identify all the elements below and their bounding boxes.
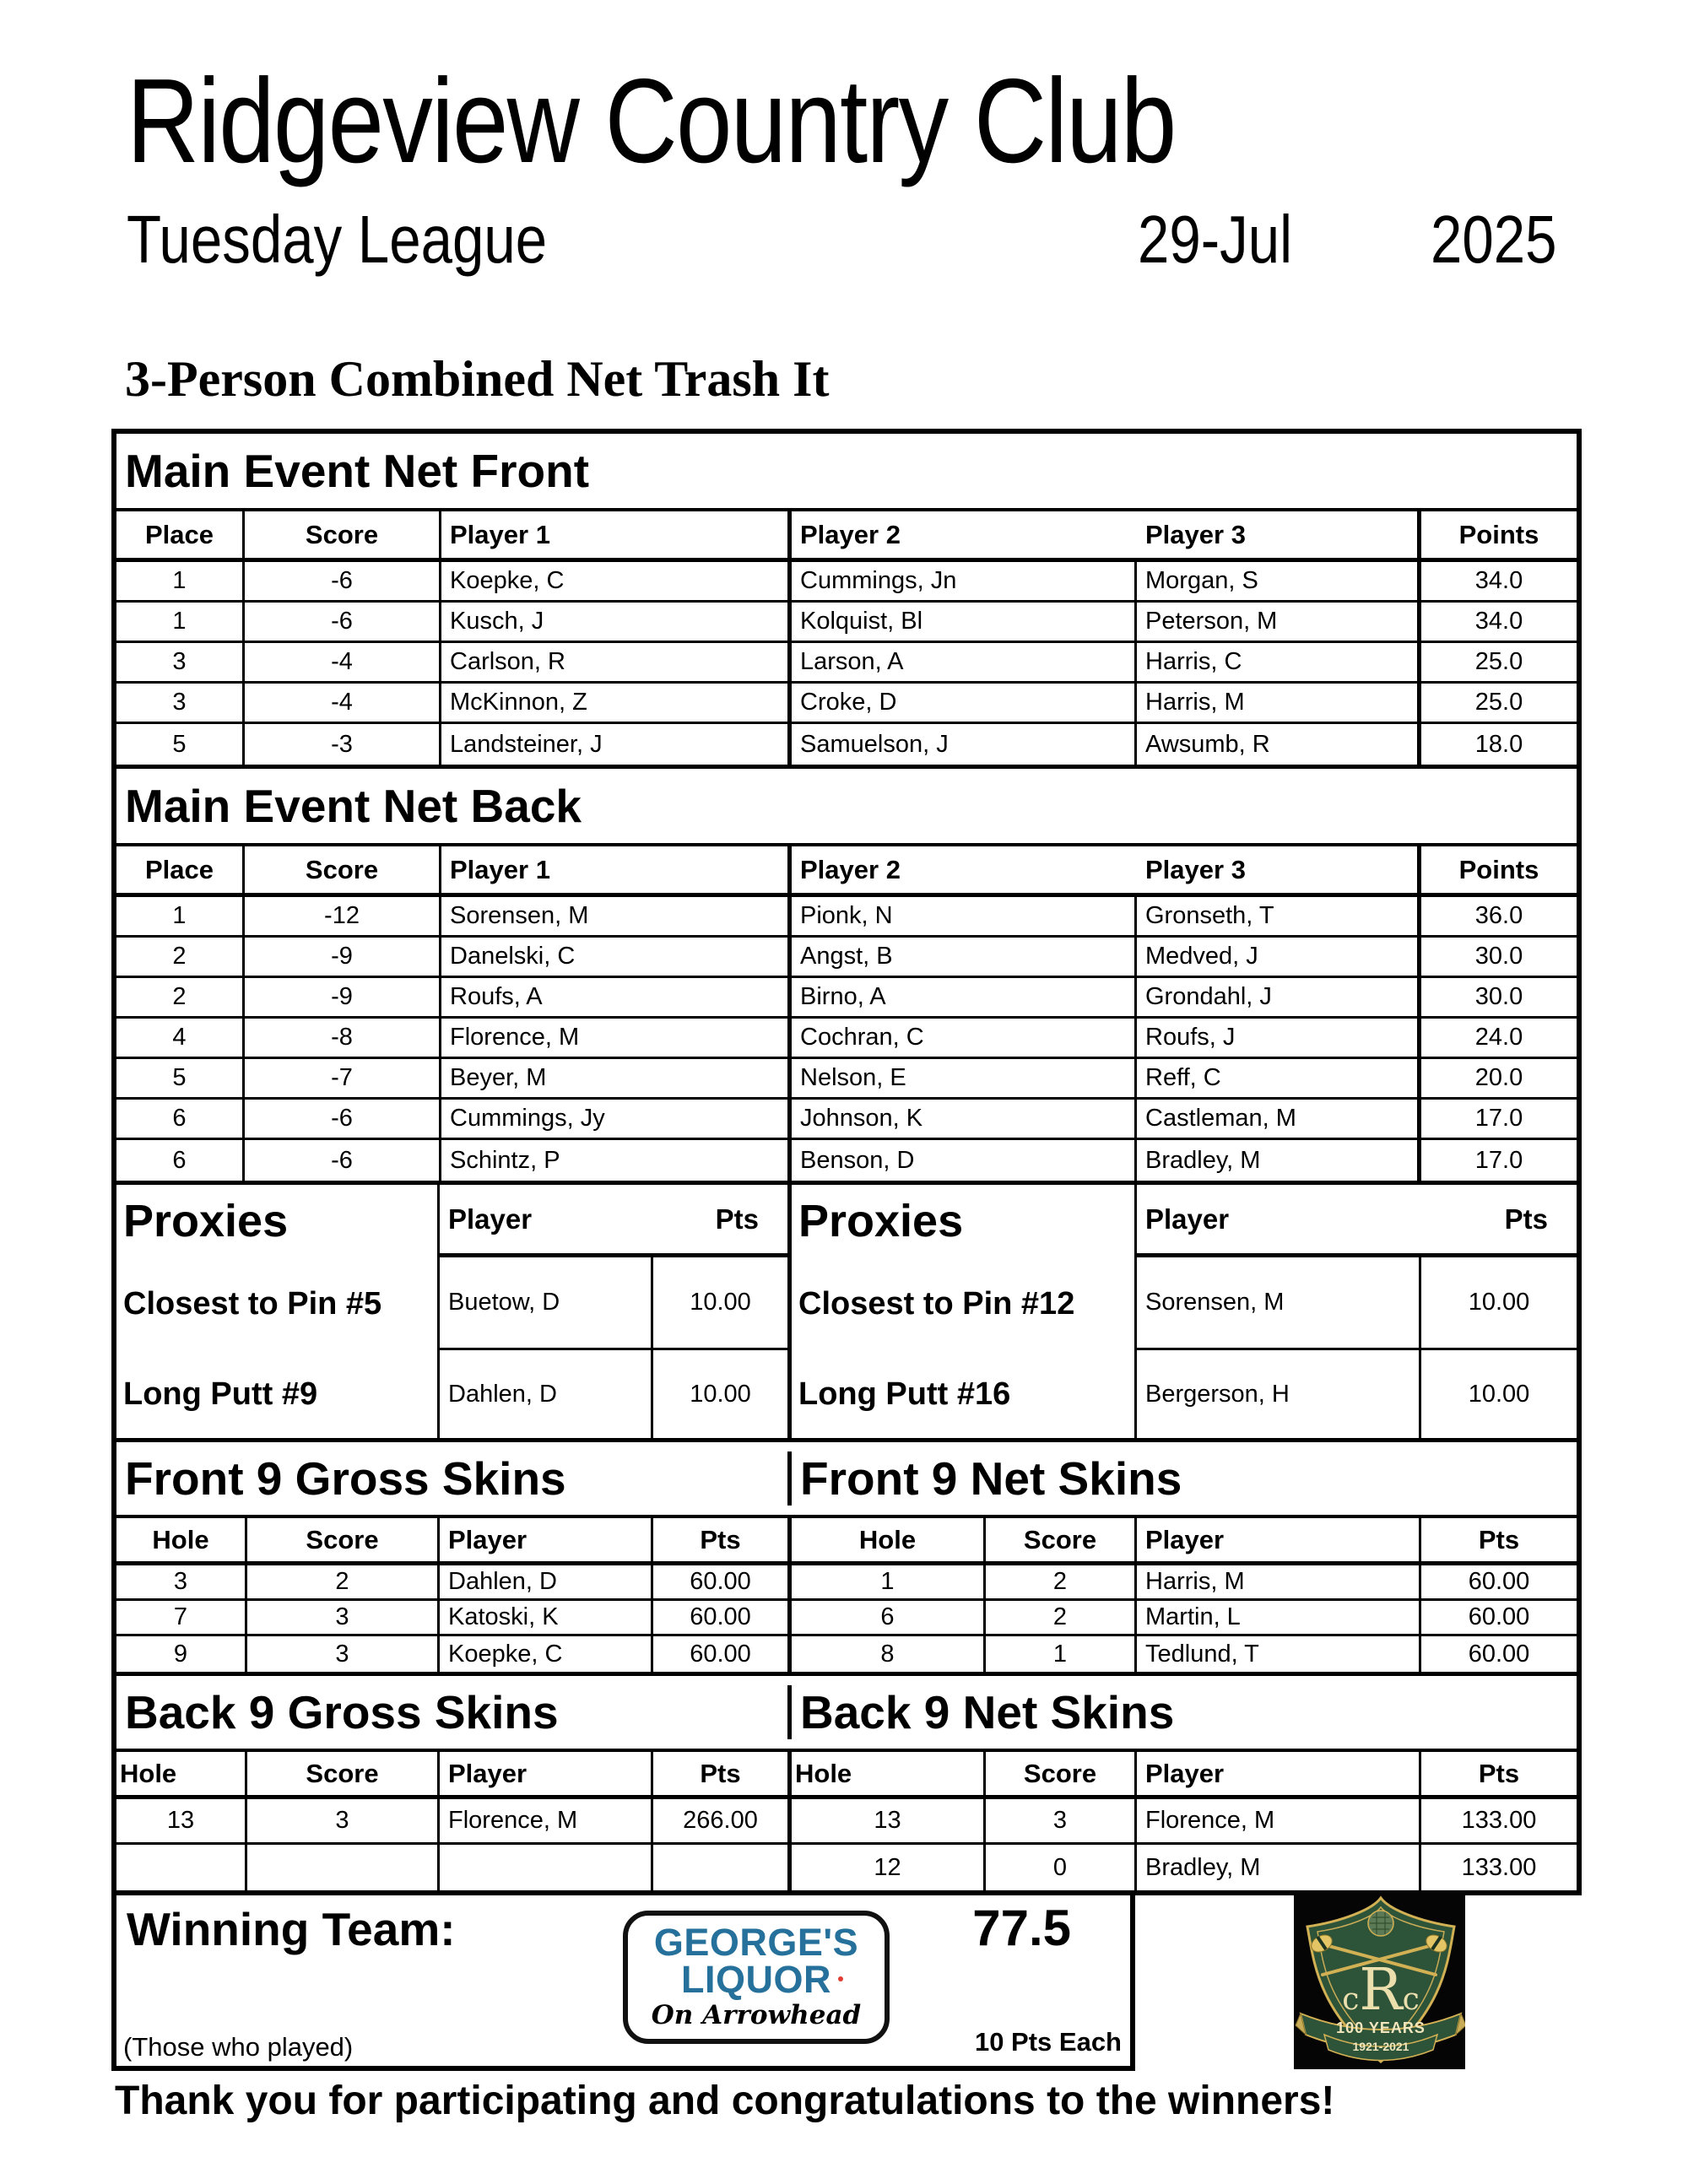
score-cell: -9 (245, 938, 441, 976)
column-header-row (116, 846, 1577, 897)
sponsor-name-line1: GEORGE'S (653, 1921, 859, 1964)
winning-team-row (0, 1895, 1688, 2073)
proxy-player: Sorensen, M (1137, 1257, 1421, 1350)
col-header-points: Points (1458, 519, 1539, 549)
points-cell: 24.0 (1474, 1024, 1523, 1051)
player3-cell: Morgan, S (1137, 562, 1421, 600)
table-row (116, 938, 1577, 978)
place-cell: 1 (116, 603, 245, 641)
score-cell: -6 (245, 1140, 441, 1181)
pts-cell: 60.00 (1468, 1603, 1530, 1630)
col-header-player3: Player 3 (1137, 846, 1421, 893)
player1-cell: Carlson, R (441, 643, 792, 681)
proxy-pts: 10.00 (653, 1257, 792, 1350)
player1-cell: Beyer, M (441, 1059, 792, 1097)
score-cell: 2 (986, 1601, 1137, 1634)
proxies-player-header: Player (1137, 1185, 1421, 1257)
player3-cell: Roufs, J (1137, 1019, 1421, 1057)
player3-cell: Grondahl, J (1137, 978, 1421, 1016)
place-cell: 5 (116, 1059, 245, 1097)
section-main-front (116, 434, 1577, 769)
section-title: Main Event Net Front (125, 445, 590, 497)
proxies-player-header: Player (440, 1185, 653, 1257)
column-header-row (116, 511, 1577, 562)
table-row (116, 1100, 1577, 1140)
hole-cell: 6 (792, 1601, 986, 1634)
table-row (116, 978, 1577, 1019)
winning-points: 77.5 (972, 1900, 1071, 1956)
section-proxies (116, 1185, 1577, 1442)
player2-cell: Cummings, Jn (792, 562, 1137, 600)
player-cell: Katoski, K (440, 1601, 653, 1634)
player2-cell: Johnson, K (792, 1100, 1137, 1138)
place-cell: 3 (116, 684, 245, 722)
section-title: Back 9 Gross Skins (116, 1685, 792, 1739)
score-cell: -3 (245, 724, 441, 765)
proxy-label: Closest to Pin #5 (116, 1257, 440, 1350)
points-cell: 36.0 (1474, 902, 1523, 929)
player2-cell: Cochran, C (792, 1019, 1137, 1057)
pts-cell: 60.00 (653, 1601, 792, 1634)
table-row (116, 1565, 1577, 1601)
points-cell: 34.0 (1474, 567, 1523, 594)
player2-cell: Benson, D (792, 1140, 1137, 1181)
score-cell (247, 1845, 440, 1890)
score-cell: -6 (245, 1100, 441, 1138)
player1-cell: McKinnon, Z (441, 684, 792, 722)
pts-cell: 60.00 (1468, 1640, 1530, 1668)
points-cell: 30.0 (1474, 943, 1523, 970)
col-header-player: Player (440, 1518, 653, 1561)
col-header-player2: Player 2 (800, 519, 901, 549)
score-cell: 2 (986, 1565, 1137, 1598)
table-row (116, 897, 1577, 938)
score-cell: -4 (245, 684, 441, 722)
proxy-player: Buetow, D (440, 1257, 653, 1350)
table-row (116, 603, 1577, 643)
pts-cell: 60.00 (1468, 1568, 1530, 1595)
points-cell: 25.0 (1474, 689, 1523, 716)
player3-cell: Awsumb, R (1137, 724, 1421, 765)
proxy-label: Long Putt #16 (792, 1350, 1137, 1438)
table-row (116, 1140, 1577, 1181)
score-cell: -6 (245, 562, 441, 600)
player-cell: Florence, M (440, 1799, 653, 1842)
player3-cell: Peterson, M (1137, 603, 1421, 641)
score-cell: 3 (247, 1636, 440, 1672)
pts-cell: 133.00 (1461, 1853, 1537, 1881)
player1-cell: Danelski, C (441, 938, 792, 976)
place-cell: 3 (116, 643, 245, 681)
proxies-header-row (116, 1185, 1577, 1257)
score-cell: -12 (245, 897, 441, 935)
section-title: Front 9 Net Skins (800, 1452, 1182, 1505)
col-header-points: Points (1458, 854, 1539, 884)
points-cell: 17.0 (1474, 1146, 1523, 1174)
col-header-score: Score (247, 1752, 440, 1795)
proxy-label: Long Putt #9 (116, 1350, 440, 1438)
points-cell: 30.0 (1474, 983, 1523, 1010)
section-title: Main Event Net Back (125, 780, 582, 832)
points-cell: 25.0 (1474, 648, 1523, 675)
player2-cell: Nelson, E (792, 1059, 1137, 1097)
proxies-title-left: Proxies (116, 1185, 440, 1257)
section-banner (116, 769, 1577, 846)
league-name: Tuesday League (127, 202, 548, 277)
place-cell: 6 (116, 1140, 245, 1181)
hole-cell: 8 (792, 1636, 986, 1672)
proxy-pts: 10.00 (1468, 1380, 1530, 1408)
player-cell: Koepke, C (440, 1636, 653, 1672)
player3-cell: Castleman, M (1137, 1100, 1421, 1138)
col-header-hole: Hole (116, 1752, 247, 1795)
section-title: Back 9 Net Skins (800, 1686, 1175, 1738)
col-header-score: Score (986, 1518, 1137, 1561)
proxy-label: Closest to Pin #12 (792, 1257, 1137, 1350)
score-cell: 3 (247, 1799, 440, 1842)
player2-cell: Larson, A (792, 643, 1137, 681)
score-cell: -6 (245, 603, 441, 641)
table-row (116, 562, 1577, 603)
winning-team-label: Winning Team: (127, 1903, 456, 1955)
player1-cell: Florence, M (441, 1019, 792, 1057)
section-banner (116, 1442, 1577, 1518)
col-header-place: Place (116, 846, 245, 893)
player3-cell: Medved, J (1137, 938, 1421, 976)
col-header-player1: Player 1 (441, 511, 792, 558)
col-header-pts: Pts (1478, 1758, 1520, 1788)
player1-cell: Kusch, J (441, 603, 792, 641)
col-header-pts: Pts (653, 1518, 792, 1561)
place-cell: 1 (116, 562, 245, 600)
event-year: 2025 (1431, 202, 1557, 277)
player1-cell: Landsteiner, J (441, 724, 792, 765)
player3-cell: Bradley, M (1137, 1140, 1421, 1181)
hole-cell: 9 (116, 1636, 247, 1672)
place-cell: 2 (116, 938, 245, 976)
score-cell: 1 (986, 1636, 1137, 1672)
pts-cell: 133.00 (1461, 1807, 1537, 1834)
section-main-back (116, 769, 1577, 1185)
score-cell: 3 (247, 1601, 440, 1634)
results-table (111, 429, 1582, 1895)
player1-cell: Schintz, P (441, 1140, 792, 1181)
proxies-pts-header: Pts (653, 1185, 792, 1257)
event-date: 29-Jul (1138, 202, 1293, 277)
column-header-row (116, 1752, 1577, 1799)
monogram-c-right: c (1402, 1982, 1420, 2017)
player-cell: Dahlen, D (440, 1565, 653, 1598)
crest-svg (1294, 1890, 1465, 2069)
col-header-pts: Pts (653, 1752, 792, 1795)
col-header-hole: Hole (792, 1518, 986, 1561)
col-header-hole: Hole (116, 1518, 247, 1561)
player1-cell: Roufs, A (441, 978, 792, 1016)
sponsor-name-text: LIQUOR (681, 1958, 831, 2001)
player2-cell: Pionk, N (792, 897, 1137, 935)
hole-cell: 7 (116, 1601, 247, 1634)
section-title: Front 9 Gross Skins (116, 1451, 792, 1506)
player1-cell: Koepke, C (441, 562, 792, 600)
table-row (116, 1019, 1577, 1059)
proxies-row (116, 1350, 1577, 1438)
col-header-hole: Hole (792, 1752, 986, 1795)
player2-cell: Angst, B (792, 938, 1137, 976)
place-cell: 2 (116, 978, 245, 1016)
col-header-player3: Player 3 (1137, 511, 1421, 558)
col-header-player2: Player 2 (800, 854, 901, 884)
winning-note: (Those who played) (123, 2032, 354, 2062)
table-row (116, 1601, 1577, 1636)
monogram-r: R (1359, 1957, 1403, 2024)
sponsor-red-dot (838, 1976, 843, 1981)
col-header-player: Player (440, 1752, 653, 1795)
monogram-c-left: c (1342, 1982, 1360, 2017)
section-banner (116, 434, 1577, 511)
hole-cell: 1 (792, 1565, 986, 1598)
pts-cell: 266.00 (653, 1799, 792, 1842)
points-cell: 20.0 (1474, 1064, 1523, 1091)
section-front-skins (116, 1442, 1577, 1676)
table-row (116, 724, 1577, 765)
hole-cell: 3 (116, 1565, 247, 1598)
score-cell: 2 (247, 1565, 440, 1598)
player3-cell: Harris, M (1137, 684, 1421, 722)
sponsor-logo (623, 1911, 890, 2044)
page-title: Ridgeview Country Club (127, 54, 1176, 188)
ribbon-top-text: 100 YEARS (1336, 2019, 1426, 2036)
proxy-pts: 10.00 (1421, 1257, 1577, 1350)
proxies-pts-header: Pts (1421, 1185, 1577, 1257)
place-cell: 4 (116, 1019, 245, 1057)
player3-cell: Reff, C (1137, 1059, 1421, 1097)
club-crest-logo (1294, 1890, 1465, 2069)
score-cell: -8 (245, 1019, 441, 1057)
section-back-skins (116, 1676, 1577, 1890)
player-cell (440, 1845, 653, 1890)
col-header-place: Place (116, 511, 245, 558)
proxy-player: Dahlen, D (440, 1350, 653, 1438)
col-header-score: Score (245, 511, 441, 558)
place-cell: 6 (116, 1100, 245, 1138)
table-row (116, 1636, 1577, 1672)
col-header-player: Player (1137, 1518, 1421, 1561)
place-cell: 5 (116, 724, 245, 765)
col-header-player: Player (1137, 1752, 1421, 1795)
score-cell: -9 (245, 978, 441, 1016)
winning-team-box (111, 1895, 1135, 2071)
player3-cell: Gronseth, T (1137, 897, 1421, 935)
player2-cell: Birno, A (792, 978, 1137, 1016)
hole-cell: 13 (116, 1799, 247, 1842)
proxies-title-right: Proxies (792, 1185, 1137, 1257)
player2-cell: Kolquist, Bl (792, 603, 1137, 641)
ribbon-bottom-text: 1921-2021 (1352, 2040, 1409, 2053)
table-row (116, 1799, 1577, 1845)
sponsor-name-line2 (681, 1958, 831, 2001)
col-header-score: Score (986, 1752, 1137, 1795)
place-cell: 1 (116, 897, 245, 935)
hole-cell: 12 (792, 1845, 986, 1890)
points-cell: 34.0 (1474, 608, 1523, 635)
player1-cell: Cummings, Jy (441, 1100, 792, 1138)
column-header-row (116, 1518, 1577, 1565)
event-name: 3-Person Combined Net Trash It (125, 351, 830, 407)
points-cell: 18.0 (1474, 730, 1523, 758)
player2-cell: Croke, D (792, 684, 1137, 722)
score-cell: -7 (245, 1059, 441, 1097)
table-row (116, 1845, 1577, 1890)
points-cell: 17.0 (1474, 1105, 1523, 1132)
pts-cell: 60.00 (653, 1636, 792, 1672)
player1-cell: Sorensen, M (441, 897, 792, 935)
player-cell: Martin, L (1137, 1601, 1421, 1634)
player3-cell: Harris, C (1137, 643, 1421, 681)
table-row (116, 1059, 1577, 1100)
pts-each-label: 10 Pts Each (974, 2027, 1122, 2057)
proxy-pts: 10.00 (653, 1350, 792, 1438)
player-cell: Bradley, M (1137, 1845, 1421, 1890)
pts-cell: 60.00 (653, 1565, 792, 1598)
footer-message: Thank you for participating and congratulations to the winners! (115, 2079, 1335, 2123)
proxy-player: Bergerson, H (1137, 1350, 1421, 1438)
pts-cell (653, 1845, 792, 1890)
col-header-score: Score (245, 846, 441, 893)
hole-cell: 13 (792, 1799, 986, 1842)
section-banner (116, 1676, 1577, 1752)
player-cell: Florence, M (1137, 1799, 1421, 1842)
player-cell: Tedlund, T (1137, 1636, 1421, 1672)
table-row (116, 643, 1577, 684)
score-cell: -4 (245, 643, 441, 681)
hole-cell (116, 1845, 247, 1890)
subtitle-row (0, 201, 1688, 285)
proxies-row (116, 1257, 1577, 1350)
score-cell: 3 (986, 1799, 1137, 1842)
table-row (116, 684, 1577, 724)
col-header-pts: Pts (1478, 1524, 1520, 1554)
col-header-score: Score (247, 1518, 440, 1561)
score-cell: 0 (986, 1845, 1137, 1890)
col-header-player1: Player 1 (441, 846, 792, 893)
player2-cell: Samuelson, J (792, 724, 1137, 765)
sponsor-tagline: On Arrowhead (651, 2000, 862, 2030)
player-cell: Harris, M (1137, 1565, 1421, 1598)
